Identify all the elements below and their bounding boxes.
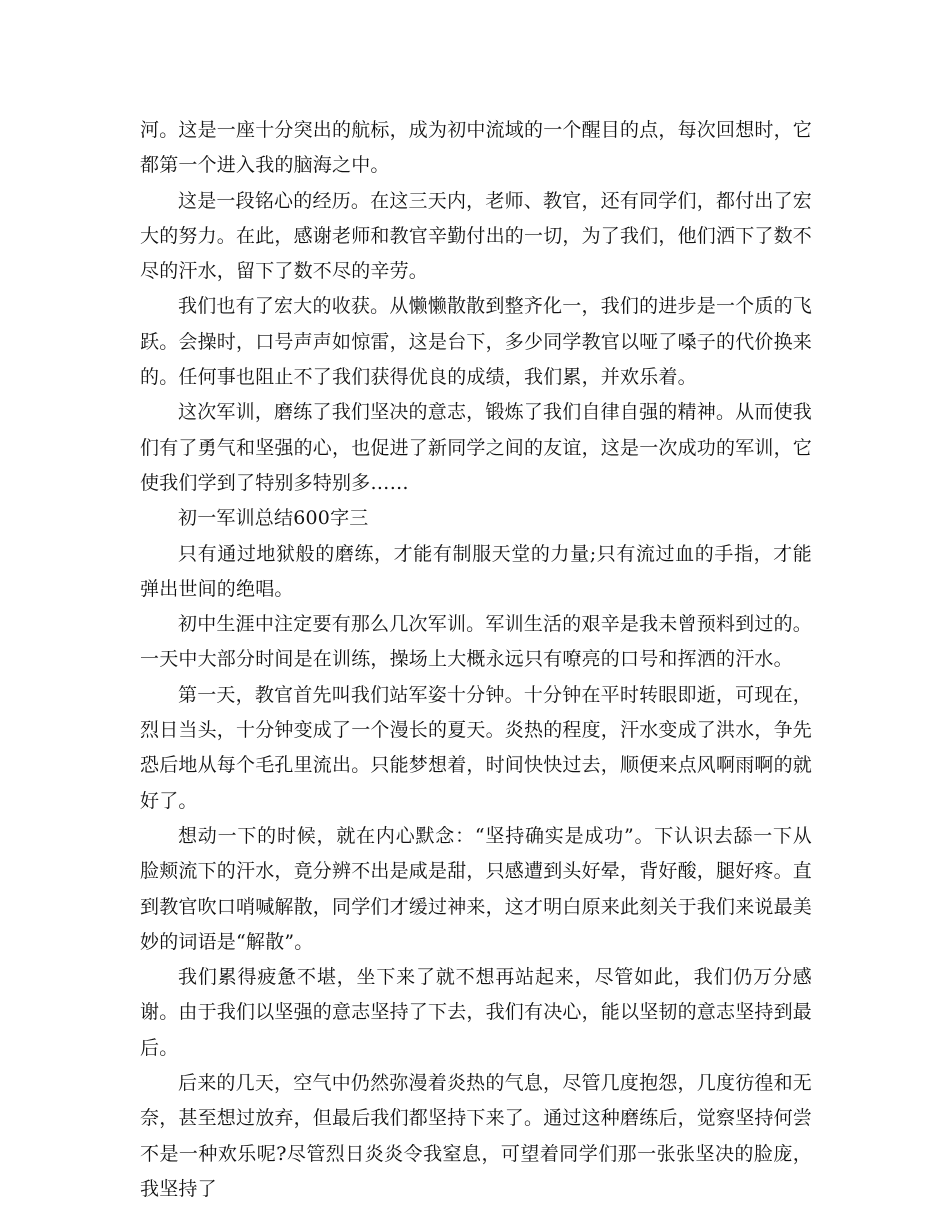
paragraph: 初中生涯中注定要有那么几次军训。军训生活的艰辛是我未曾预料到过的。一天中大部分时间是在训练，操场上大概永远只有嘹亮的口号和挥洒的汗水。 xyxy=(140,613,812,671)
document-body xyxy=(140,113,812,1207)
paragraph: 这次军训，磨练了我们坚决的意志，锻炼了我们自律自强的精神。从而使我们有了勇气和坚强的心，也促进了新同学之间的友谊，这是一次成功的军训，它使我们学到了特别多特别多…… xyxy=(140,401,813,494)
paragraph: 后来的几天，空气中仍然弥漫着炎热的气息，尽管几度抱怨，几度彷徨和无奈，甚至想过放弃，但最后我们都坚持下来了。通过这种磨练后，觉察坚持何尝不是一种欢乐呢?尽管烈日炎炎令我窒息，可望着同学们那一张张坚决的脸庞，我坚持了 xyxy=(140,1072,813,1200)
paragraph-continuation: 河。这是一座十分突出的航标，成为初中流域的一个醒目的点，每次回想时，它都第一个进入我的脑海之中。 xyxy=(140,119,813,177)
paragraph: 想动一下的时候，就在内心默念：“坚持确实是成功”。下认识去舔一下从脸颊流下的汗水，竟分辨不出是咸是甜，只感遭到头好晕，背好酸，腿好疼。直到教官吹口哨喊解散，同学们才缓过神来，这才明白原来此刻关于我们来说最美妙的词语是“解散”。 xyxy=(140,824,813,953)
paragraph: 我们累得疲惫不堪，坐下来了就不想再站起来，尽管如此，我们仍万分感谢。由于我们以坚强的意志坚持了下去，我们有决心，能以坚韧的意志坚持到最后。 xyxy=(140,966,813,1059)
paragraph: 我们也有了宏大的收获。从懒懒散散到整齐化一，我们的进步是一个质的飞跃。会操时，口号声声如惊雷，这是台下，多少同学教官以哑了嗓子的代价换来的。任何事也阻止不了我们获得优良的成绩，我们累，并欢乐着。 xyxy=(140,295,813,389)
section-heading: 初一军训总结600字三 xyxy=(178,507,369,530)
paragraph: 这是一段铭心的经历。在这三天内，老师、教官，还有同学们，都付出了宏大的努力。在此，感谢老师和教官辛勤付出的一切，为了我们，他们洒下了数不尽的汗水，留下了数不尽的辛劳。 xyxy=(140,189,813,283)
paragraph: 第一天，教官首先叫我们站军姿十分钟。十分钟在平时转眼即逝，可现在，烈日当头，十分钟变成了一个漫长的夏天。炎热的程度，汗水变成了洪水，争先恐后地从每个毛孔里流出。只能梦想着，时间快快过去，顺便来点风啊雨啊的就好了。 xyxy=(140,683,813,812)
paragraph: 只有通过地狱般的磨练，才能有制服天堂的力量;只有流过血的手指，才能弹出世间的绝唱。 xyxy=(140,542,812,600)
